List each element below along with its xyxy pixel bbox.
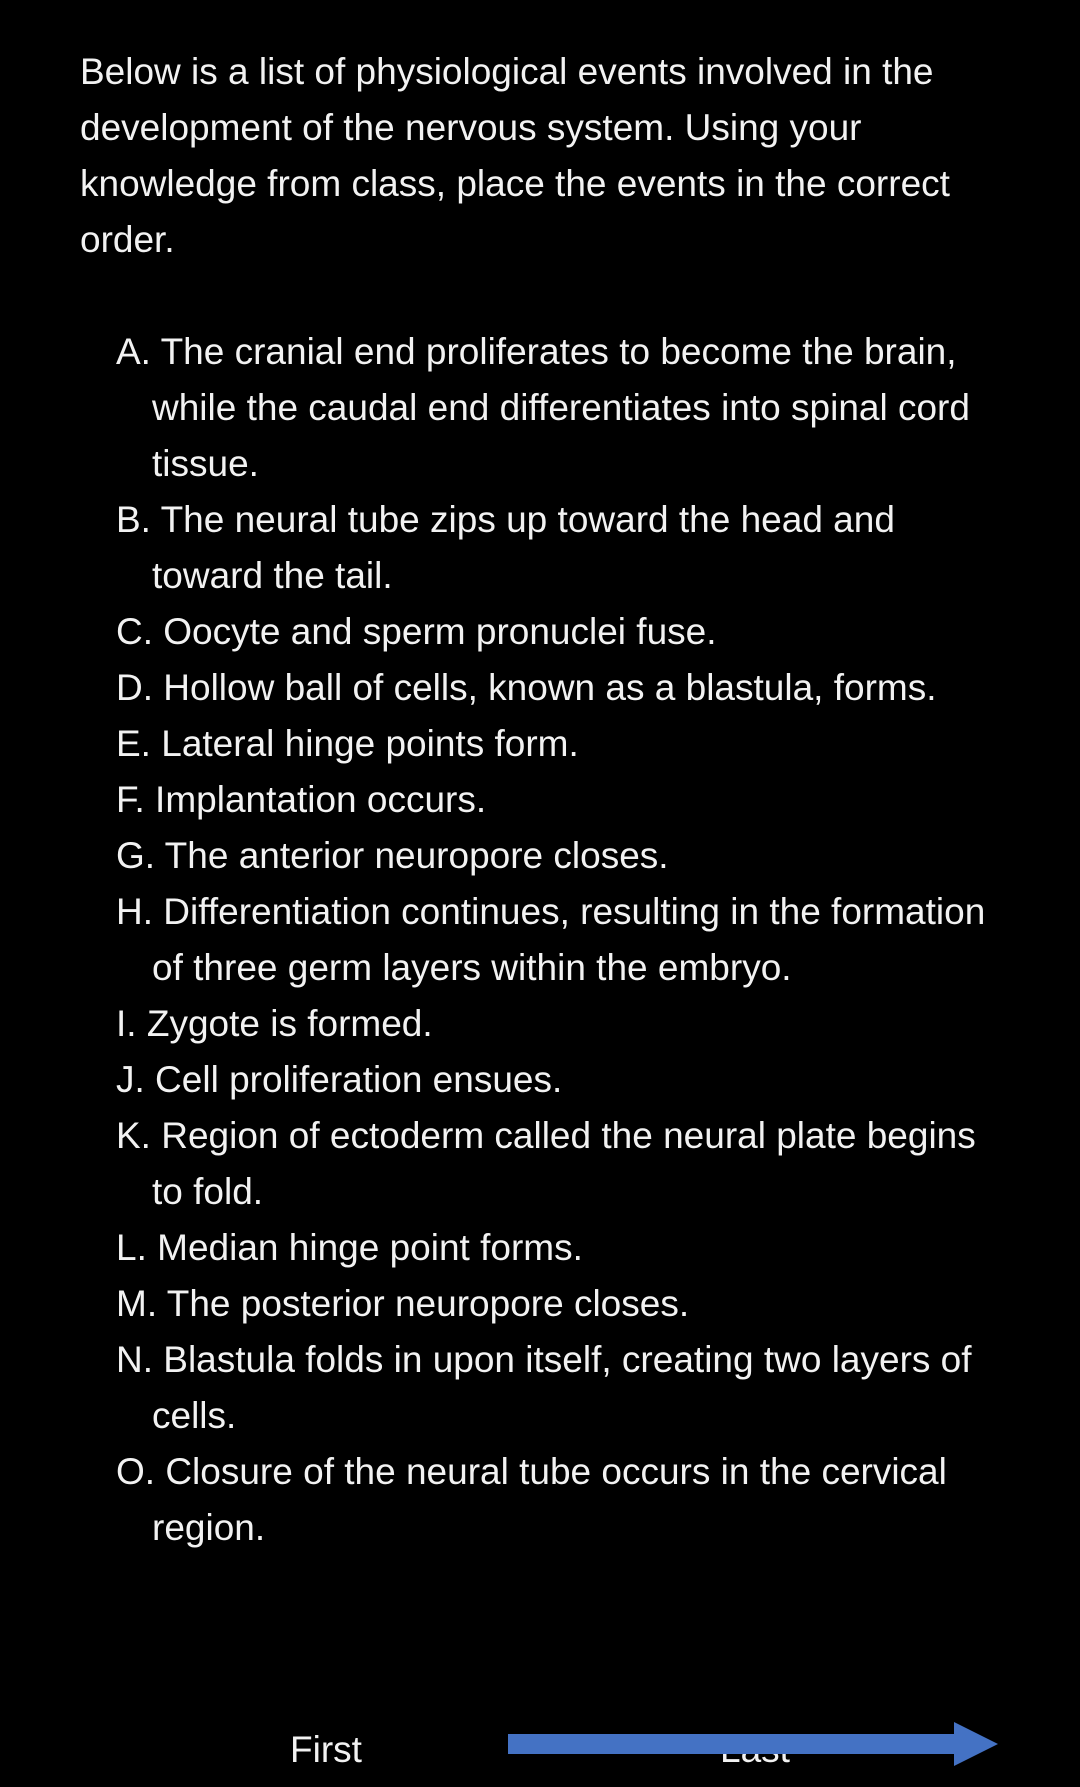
arrow-shape — [508, 1722, 998, 1766]
list-item: A. The cranial end proliferates to become the brain, while the caudal end differentiates into spinal cord tissue. — [116, 331, 970, 484]
right-arrow-icon — [508, 1722, 998, 1766]
list-item: L. Median hinge point forms. — [116, 1227, 583, 1268]
events-list — [116, 324, 1016, 1556]
list-item: G. The anterior neuropore closes. — [116, 835, 669, 876]
list-item: M. The posterior neuropore closes. — [116, 1283, 690, 1324]
list-item: O. Closure of the neural tube occurs in the cervical region. — [116, 1451, 947, 1548]
list-item: I. Zygote is formed. — [116, 1003, 433, 1044]
list-item: B. The neural tube zips up toward the head and toward the tail. — [116, 499, 895, 596]
list-item: E. Lateral hinge points form. — [116, 723, 579, 764]
list-item: J. Cell proliferation ensues. — [116, 1059, 563, 1100]
list-item: D. Hollow ball of cells, known as a blastula, forms. — [116, 667, 937, 708]
list-item: N. Blastula folds in upon itself, creating two layers of cells. — [116, 1339, 972, 1436]
list-item: K. Region of ectoderm called the neural plate begins to fold. — [116, 1115, 976, 1212]
list-item: F. Implantation occurs. — [116, 779, 487, 820]
first-label: First — [290, 1729, 362, 1770]
list-item: H. Differentiation continues, resulting in the formation of three germ layers within the embryo. — [116, 891, 986, 988]
instructions-text: Below is a list of physiological events involved in the development of the nervous system. Using your knowledge from class, place the events in the correct order. — [80, 51, 950, 260]
list-item: C. Oocyte and sperm pronuclei fuse. — [116, 611, 717, 652]
